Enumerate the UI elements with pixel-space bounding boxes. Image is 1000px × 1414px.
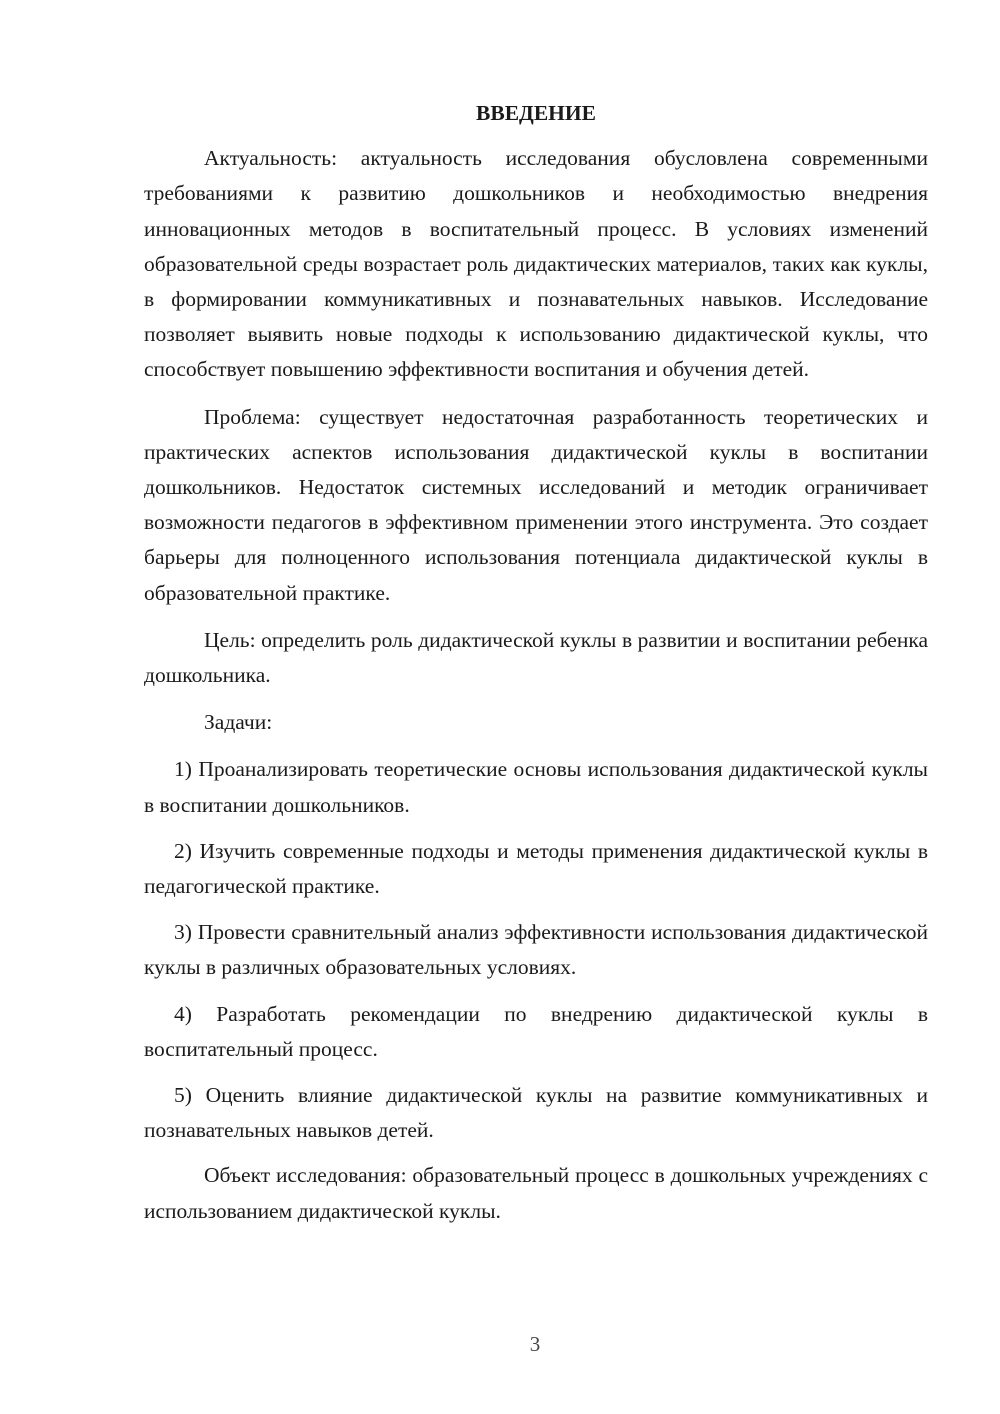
list-item-task-2: 2) Изучить современные подходы и методы применения дидактической куклы в педагогической практике.: [144, 838, 928, 899]
list-item-task-1: 1) Проанализировать теоретические основы использования дидактической куклы в воспитании дошкольников.: [144, 757, 928, 817]
paragraph-tasks-label: Задачи:: [204, 710, 273, 735]
section-heading: ВВЕДЕНИЕ: [476, 101, 596, 125]
paragraph-relevance: Актуальность: актуальность исследования обусловлена современными требованиями к развитию дошкольников и необходимостью внедрения инновационных методов в воспитательный процесс. В условиях изменений образовательной среды возрастает роль дидактических материалов, таких как куклы, в формировании коммуникативных и познавательных навыков. Исследование позволяет выявить новые подходы к использованию дидактической куклы, что способствует повышению эффективности воспитания и обучения детей.: [144, 146, 928, 382]
list-item-task-4: 4) Разработать рекомендации по внедрению дидактической куклы в воспитательный процесс.: [144, 1001, 928, 1061]
page-number: 3: [529, 1332, 541, 1356]
document-page: [144, 96, 928, 1229]
paragraph-problem: Проблема: существует недостаточная разработанность теоретических и практических аспектов использования дидактической куклы в воспитании дошкольников. Недостаток системных исследований и методик ограничивает возможности педагогов в эффективном применении этого инструмента. Это создает барьеры для полноценного использования потенциала дидактической куклы в образовательной практике.: [144, 404, 928, 605]
list-item-task-3: 3) Провести сравнительный анализ эффективности использования дидактической куклы в различных образовательных условиях.: [144, 920, 928, 980]
paragraph-goal: Цель: определить роль дидактической куклы в развитии и воспитании ребенка дошкольника.: [144, 627, 928, 688]
list-item-task-5: 5) Оценить влияние дидактической куклы на развитие коммуникативных и познавательных навыков детей.: [144, 1083, 928, 1143]
paragraph-object: Объект исследования: образовательный процесс в дошкольных учреждениях с использованием дидактической куклы.: [144, 1163, 928, 1223]
